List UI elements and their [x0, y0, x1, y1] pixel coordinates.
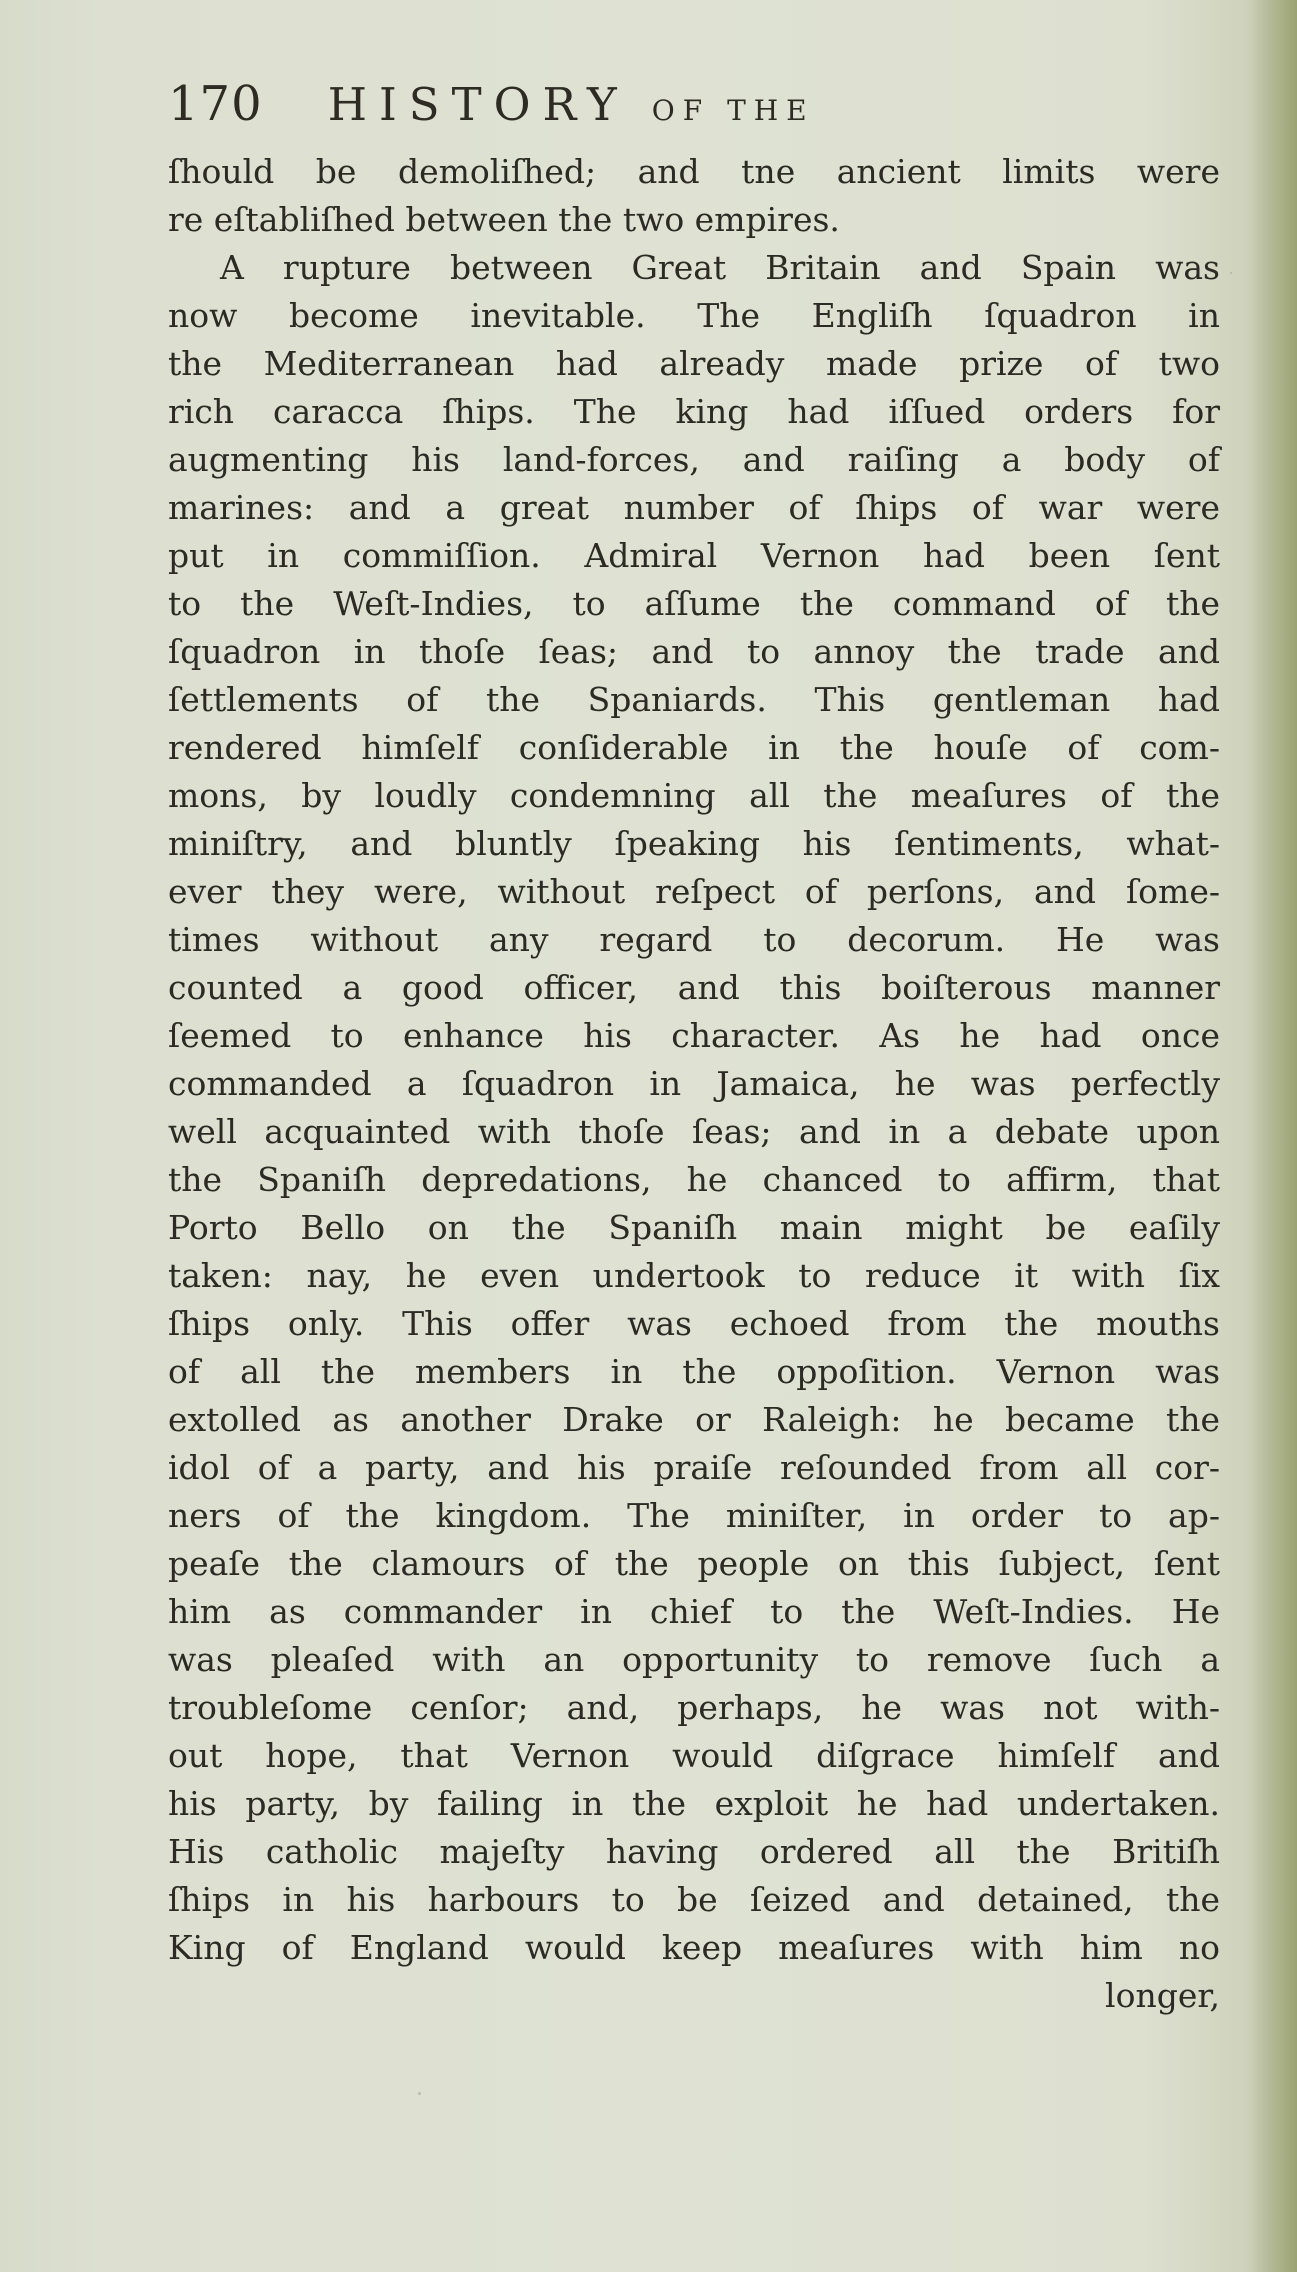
catch-word: longer,	[1105, 1976, 1220, 2015]
text-line: rich caracca ſhips. The king had iſſued orders for	[168, 392, 1220, 431]
body-text	[168, 148, 1220, 2020]
text-line: commanded a ſquadron in Jamaica, he was perfectly	[168, 1064, 1220, 1103]
text-line: ners of the kingdom. The miniſter, in order to ap-	[168, 1496, 1220, 1535]
text-line: well acquainted with thoſe ſeas; and in a debate upon	[168, 1112, 1220, 1151]
text-line: was pleaſed with an opportunity to remove ſuch a	[168, 1640, 1220, 1679]
text-line: of all the members in the oppoſition. Vernon was	[168, 1352, 1220, 1391]
text-line: counted a good officer, and this boiſterous manner	[168, 968, 1220, 1007]
text-line: him as commander in chief to the Weſt-Indies. He	[168, 1592, 1220, 1631]
text-line: idol of a party, and his praiſe reſounded from all cor-	[168, 1448, 1220, 1487]
text-line: out hope, that Vernon would diſgrace himſelf and	[168, 1736, 1220, 1775]
running-head: HISTORY	[327, 78, 629, 131]
text-line: ſhould be demoliſhed; and tne ancient limits were	[168, 152, 1220, 191]
text-line: the Spaniſh depredations, he chanced to affirm, that	[168, 1160, 1220, 1199]
text-line: ſhips in his harbours to be ſeized and detained, the	[168, 1880, 1220, 1919]
text-line: augmenting his land-forces, and raiſing a body of	[168, 440, 1220, 479]
text-line: ſeemed to enhance his character. As he had once	[168, 1016, 1220, 1055]
text-line: put in commiſſion. Admiral Vernon had been ſent	[168, 536, 1220, 575]
text-line: marines: and a great number of ſhips of war were	[168, 488, 1220, 527]
text-line: taken: nay, he even undertook to reduce it with ſix	[168, 1256, 1220, 1295]
text-line: ſettlements of the Spaniards. This gentleman had	[168, 680, 1220, 719]
text-line: miniſtry, and bluntly ſpeaking his ſentiments, what-	[168, 824, 1220, 863]
text-line: the Mediterranean had already made prize of two	[168, 344, 1220, 383]
text-line: mons, by loudly condemning all the meaſures of the	[168, 776, 1220, 815]
text-line: extolled as another Drake or Raleigh: he became the	[168, 1400, 1220, 1439]
text-line: ſhips only. This offer was echoed from the mouths	[168, 1304, 1220, 1343]
text-line: his party, by failing in the exploit he had undertaken.	[168, 1784, 1220, 1823]
text-line: to the Weſt-Indies, to aſſume the command of the	[168, 584, 1220, 623]
page-gutter-shadow	[1251, 0, 1297, 2272]
page-number: 170	[168, 76, 263, 132]
text-line: His catholic majeſty having ordered all the Britiſh	[168, 1832, 1220, 1871]
page-header	[168, 76, 988, 146]
text-line: ſquadron in thoſe ſeas; and to annoy the trade and	[168, 632, 1220, 671]
text-line: Porto Bello on the Spaniſh main might be eaſily	[168, 1208, 1220, 1247]
text-line: now become inevitable. The Engliſh ſquadron in	[168, 296, 1220, 335]
text-line: times without any regard to decorum. He was	[168, 920, 1220, 959]
text-line: rendered himſelf conſiderable in the houſe of com-	[168, 728, 1220, 767]
text-line: King of England would keep meaſures with him no	[168, 1928, 1220, 1967]
running-head-small: OF THE	[651, 94, 815, 127]
text-line: peaſe the clamours of the people on this ſubject, ſent	[168, 1544, 1220, 1583]
text-line: re eſtabliſhed between the two empires.	[168, 200, 840, 239]
text-line: troubleſome cenſor; and, perhaps, he was not with-	[168, 1688, 1220, 1727]
text-line: A rupture between Great Britain and Spain was	[220, 248, 1220, 287]
text-line: ever they were, without reſpect of perſons, and ſome-	[168, 872, 1220, 911]
